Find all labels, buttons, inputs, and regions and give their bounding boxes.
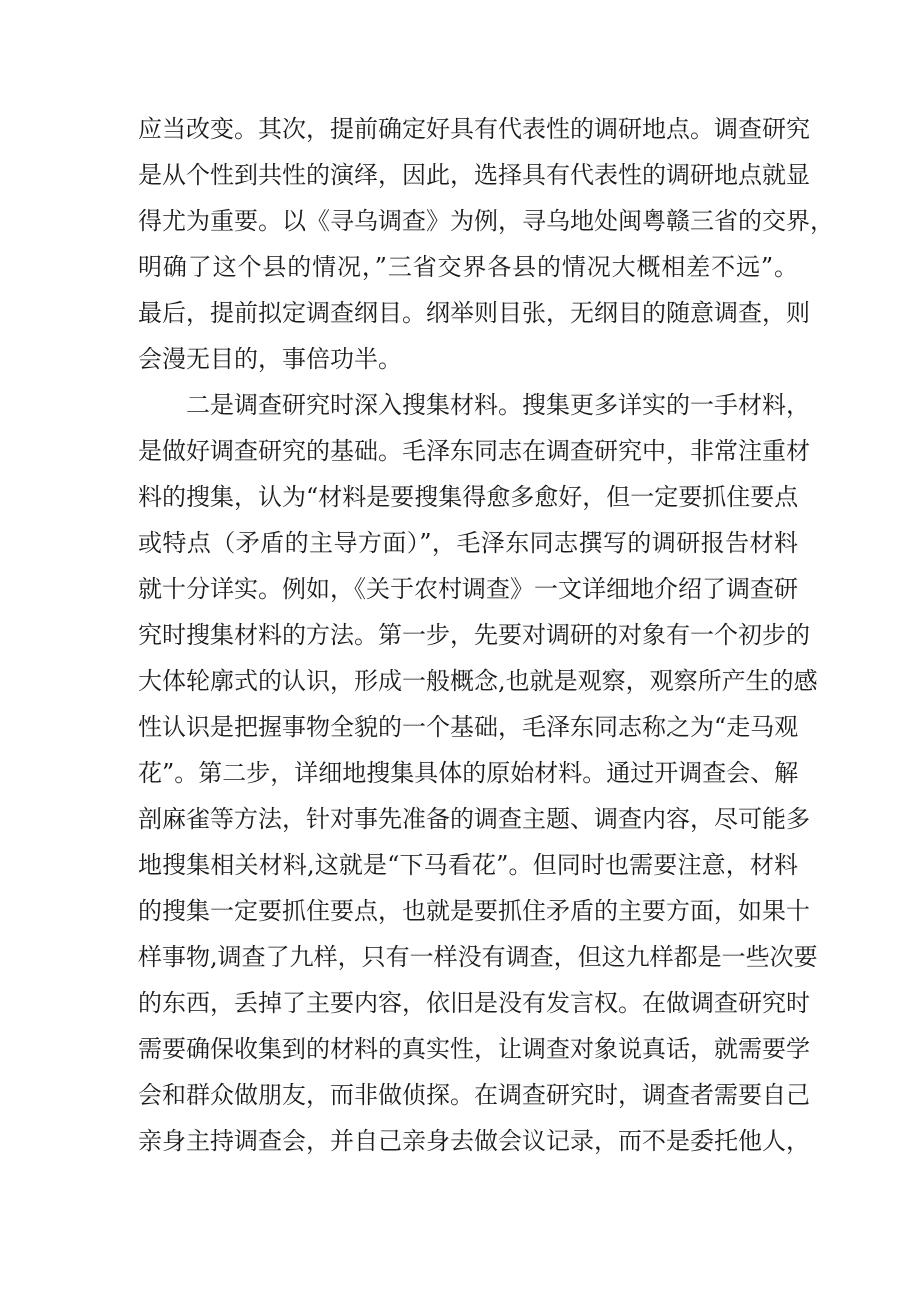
text-line: 就十分详实。例如，《关于农村调查》一文详细地介绍了调查研: [138, 575, 798, 603]
text-line: 性认识是把握事物全貌的一个基础，毛泽东同志称之为“走马观: [138, 713, 799, 741]
text-line: 或特点（矛盾的主导方面）”，毛泽东同志撰写的调研报告材料: [138, 529, 798, 557]
text-line: 料的搜集，认为“材料是要搜集得愈多愈好，但一定要抓住要点: [138, 483, 799, 511]
text-line: 明确了这个县的情况，”三省交界各县的情况大概相差不远”。: [138, 253, 798, 281]
paragraph-start-line: 二是调查研究时深入搜集材料。搜集更多详实的一手材料，: [186, 391, 810, 419]
text-line: 地搜集相关材料,这就是“下马看花”。但同时也需要注意，材料: [138, 851, 798, 879]
text-line: 得尤为重要。以《寻乌调查》为例，寻乌地处闽粤赣三省的交界，: [138, 207, 834, 235]
text-line: 剖麻雀等方法，针对事先准备的调查主题、调查内容，尽可能多: [138, 805, 810, 833]
text-line: 样事物,调查了九样，只有一样没有调查，但这九样都是一些次要: [138, 943, 818, 971]
text-line: 会和群众做朋友，而非做侦探。在调查研究时，调查者需要自己: [138, 1081, 810, 1109]
text-line: 是做好调查研究的基础。毛泽东同志在调查研究中，非常注重材: [138, 437, 810, 465]
text-line: 应当改变。其次，提前确定好具有代表性的调研地点。调查研究: [138, 115, 810, 143]
text-line: 最后，提前拟定调查纲目。纲举则目张，无纲目的随意调查，则: [138, 299, 810, 327]
text-line: 需要确保收集到的材料的真实性，让调查对象说真话，就需要学: [138, 1035, 810, 1063]
text-line: 的搜集一定要抓住要点，也就是要抓住矛盾的主要方面，如果十: [138, 897, 810, 925]
text-line: 是从个性到共性的演绎，因此，选择具有代表性的调研地点就显: [138, 161, 810, 189]
text-line: 花”。第二步，详细地搜集具体的原始材料。通过开调查会、解: [138, 759, 799, 787]
text-line: 的东西，丢掉了主要内容，依旧是没有发言权。在做调查研究时: [138, 989, 810, 1017]
text-line: 究时搜集材料的方法。第一步，先要对调研的对象有一个初步的: [138, 621, 810, 649]
text-line: 会漫无目的，事倍功半。: [138, 345, 402, 373]
text-line: 大体轮廓式的认识，形成一般概念,也就是观察，观察所产生的感: [138, 667, 818, 695]
body-text: [138, 106, 834, 1164]
text-line: 亲身主持调查会，并自己亲身去做会议记录，而不是委托他人，: [138, 1127, 810, 1155]
